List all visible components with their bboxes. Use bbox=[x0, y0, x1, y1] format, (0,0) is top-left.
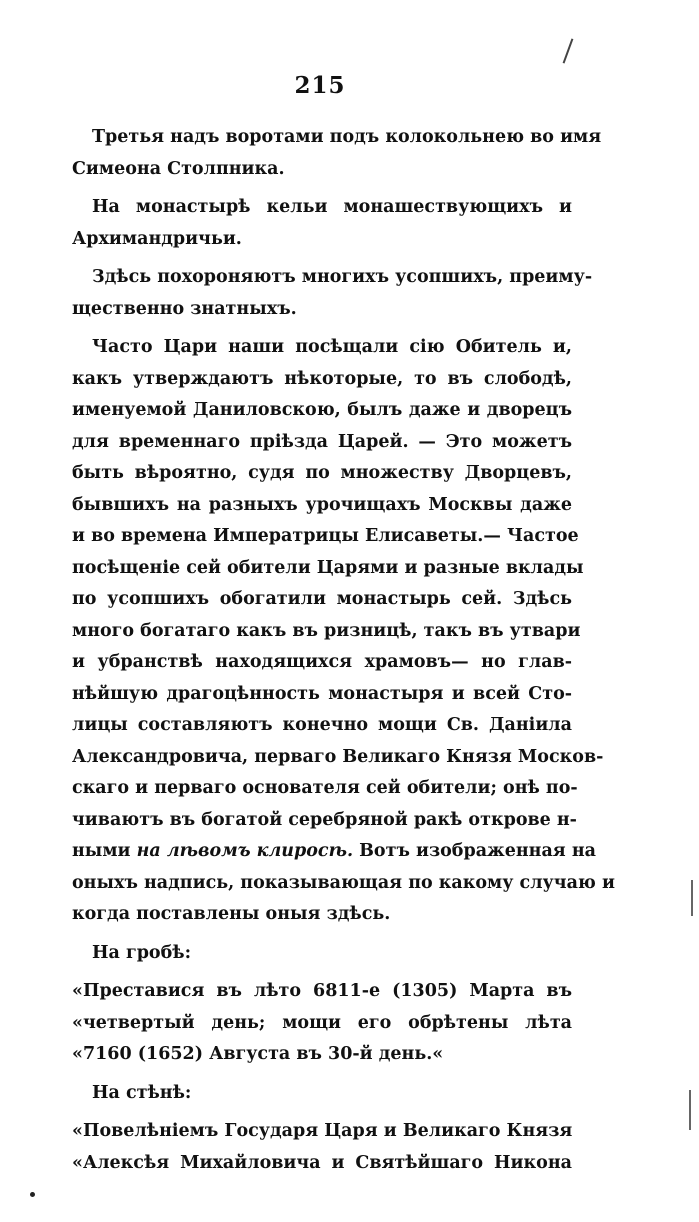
text-line: Архимандричьи. bbox=[72, 228, 242, 249]
quote-line: «Алексѣя Михайловича и Святѣйшаго Никона bbox=[72, 1152, 572, 1173]
text-line: и во времена Императрицы Елисаветы.— Частое bbox=[72, 526, 579, 546]
quote-line: «Преставися въ лѣто 6811-е (1305) Марта въ bbox=[72, 981, 572, 1001]
quote-line: «7160 (1652) Августа въ 30-й день.« bbox=[72, 1044, 444, 1064]
page-edge-mark bbox=[691, 880, 693, 916]
inscription-heading: На гробѣ: bbox=[92, 942, 192, 963]
page-edge-mark bbox=[689, 1090, 691, 1130]
text-line: для временнаго пріѣзда Царей. — Это можетъ bbox=[72, 431, 572, 452]
text-line: Александровича, перваго Великаго Князя Москов- bbox=[72, 746, 604, 767]
text-line: быть вѣроятно, судя по множеству Дворцевъ, bbox=[72, 463, 572, 483]
text-line: когда поставлены оныя здѣсь. bbox=[72, 904, 391, 924]
text-line: На монастырѣ кельи монашествующихъ и bbox=[92, 197, 572, 217]
body-text bbox=[72, 122, 615, 1179]
pencil-mark bbox=[563, 38, 574, 63]
text-line: Здѣсь похороняютъ многихъ усопшихъ, преиму- bbox=[92, 267, 593, 287]
text-segment: Вотъ изображенная на bbox=[359, 841, 596, 861]
text-line: какъ утверждаютъ нѣкоторые, то въ слободѣ, bbox=[72, 368, 572, 389]
quote-line: «Повелѣніемъ Государя Царя и Великаго Князя bbox=[72, 1121, 573, 1141]
text-line: чиваютъ въ богатой серебряной ракѣ открове н- bbox=[72, 809, 577, 830]
text-line: посѣщеніе сей обители Царями и разные вклады bbox=[72, 557, 584, 578]
text-line: по усопшихъ обогатили монастырь сей. Здѣсь bbox=[72, 589, 572, 609]
text-line: оныхъ надпись, показывающая по какому случаю и bbox=[72, 872, 615, 893]
ink-speck bbox=[30, 1192, 35, 1197]
text-line: Симеона Столпника. bbox=[72, 158, 285, 179]
text-line: скаго и перваго основателя сей обители; онѣ по- bbox=[72, 778, 578, 798]
text-line: и убранствѣ находящихся храмовъ— но глав- bbox=[72, 652, 572, 672]
text-line: Третья надъ воротами подъ колокольнею во имя bbox=[92, 127, 602, 147]
text-line: лицы составляютъ конечно мощи Св. Даніила bbox=[72, 715, 572, 735]
inscription-heading: На стѣнѣ: bbox=[92, 1082, 192, 1103]
text-segment: ными bbox=[72, 841, 131, 861]
text-line: много богатаго какъ въ ризницѣ, такъ въ утвари bbox=[72, 620, 581, 641]
quote-line: «четвертый день; мощи его обрѣтены лѣта bbox=[72, 1012, 572, 1033]
text-line-mixed bbox=[72, 836, 596, 868]
text-line: щественно знатныхъ. bbox=[72, 298, 297, 319]
text-line: бывшихъ на разныхъ урочищахъ Москвы даже bbox=[72, 494, 572, 515]
text-line: нѣйшую драгоцѣнность монастыря и всей Сто- bbox=[72, 683, 572, 704]
text-line: Часто Цари наши посѣщали сію Обитель и, bbox=[92, 337, 572, 357]
page-number: 215 bbox=[294, 72, 346, 99]
text-line: именуемой Даниловскою, былъ даже и дворецъ bbox=[72, 400, 572, 420]
italic-segment: на лѣвомъ клиросѣ. bbox=[136, 841, 354, 861]
